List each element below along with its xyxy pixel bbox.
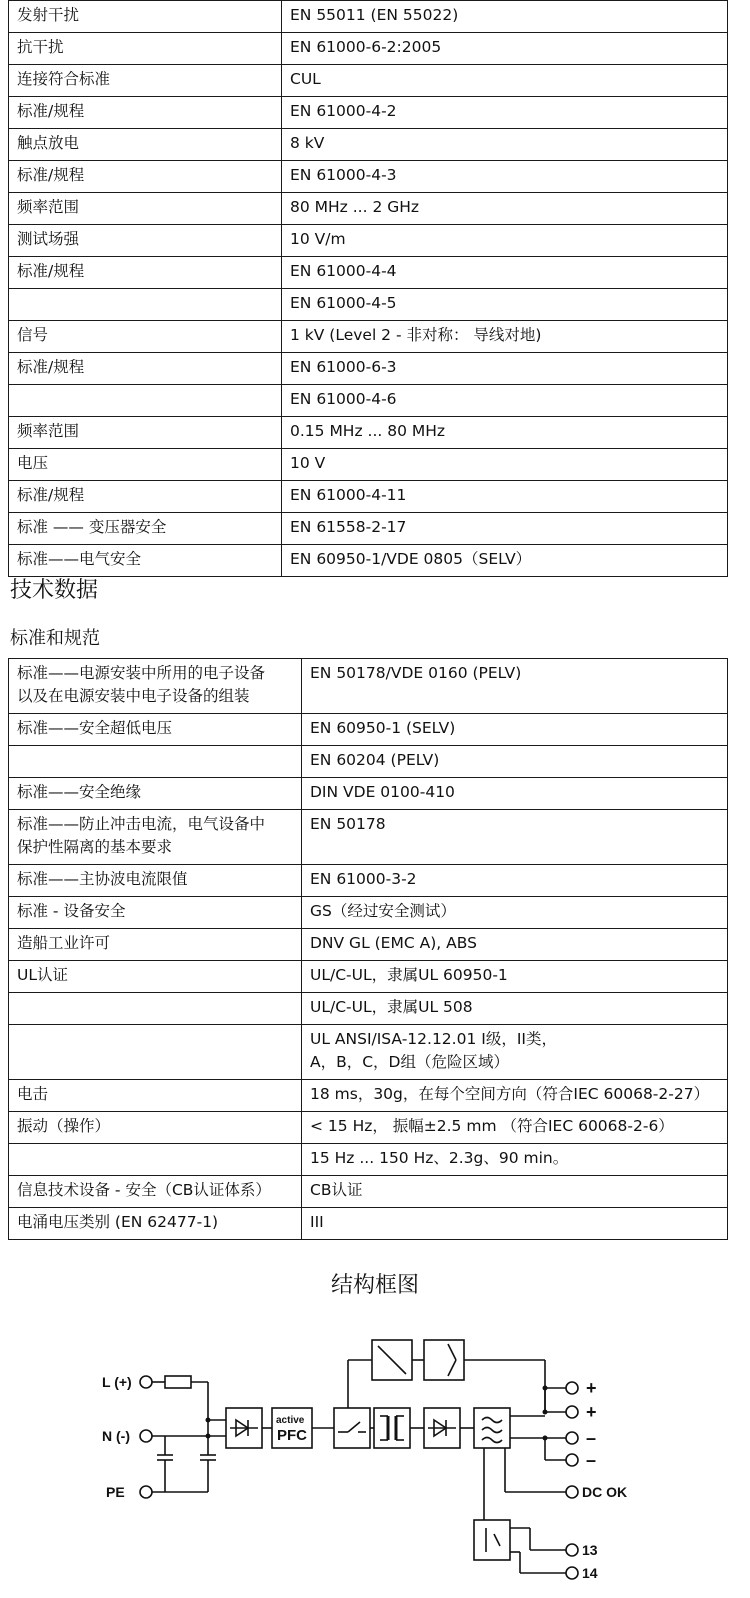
spec-label-cell: 标准/规程 — [9, 97, 282, 129]
spec-label-cell: 标准 —— 变压器安全 — [9, 513, 282, 545]
spec-label-cell: 电击 — [9, 1080, 302, 1112]
spec-label-cell: 标准——电源安装中所用的电子设备 以及在电源安装中电子设备的组装 — [9, 659, 302, 714]
spec-value-cell: 8 kV — [282, 129, 728, 161]
label-active: active — [276, 1415, 305, 1426]
table-row — [9, 193, 728, 225]
spec-label-cell: 振动（操作） — [9, 1112, 302, 1144]
table-row — [9, 225, 728, 257]
spec-value-cell: EN 61000-4-6 — [282, 385, 728, 417]
block-diagram — [0, 1320, 750, 1598]
label-n-minus: N (-) — [102, 1428, 130, 1444]
spec-value-cell: EN 50178 — [302, 810, 728, 865]
label-14: 14 — [582, 1565, 598, 1581]
spec-table-emc — [8, 0, 728, 577]
spec-label-cell: 标准/规程 — [9, 481, 282, 513]
spec-label-cell: 触点放电 — [9, 129, 282, 161]
spec-label-cell: 电压 — [9, 449, 282, 481]
spec-label-cell: 标准——主协波电流限值 — [9, 865, 302, 897]
table-row — [9, 865, 728, 897]
terminal-13 — [566, 1544, 578, 1556]
sub-title: 标准和规范 — [10, 628, 100, 649]
table-row — [9, 353, 728, 385]
table-row — [9, 961, 728, 993]
spec-value-cell: GS（经过安全测试） — [302, 897, 728, 929]
label-out-plus-2: + — [586, 1402, 597, 1422]
spec-value-cell: UL/C-UL，隶属UL 60950-1 — [302, 961, 728, 993]
control-block — [424, 1340, 464, 1380]
table-row — [9, 33, 728, 65]
table-row — [9, 929, 728, 961]
spec-value-cell: EN 60950-1/VDE 0805（SELV） — [282, 545, 728, 577]
label-out-minus-1: – — [586, 1428, 597, 1448]
spec-value-cell: EN 61000-4-11 — [282, 481, 728, 513]
spec-label-cell — [9, 746, 302, 778]
table-row — [9, 321, 728, 353]
spec-label-cell: 标准——防止冲击电流，电气设备中 保护性隔离的基本要求 — [9, 810, 302, 865]
spec-label-cell: 标准——安全超低电压 — [9, 714, 302, 746]
spec-value-cell: 18 ms，30g，在每个空间方向（符合IEC 60068-2-27） — [302, 1080, 728, 1112]
spec-label-cell: 电涌电压类别 (EN 62477-1) — [9, 1208, 302, 1240]
label-13: 13 — [582, 1542, 598, 1558]
spec-value-cell: < 15 Hz， 振幅±2.5 mm （符合IEC 60068-2-6） — [302, 1112, 728, 1144]
terminal-l — [140, 1376, 152, 1388]
spec-value-cell: 10 V — [282, 449, 728, 481]
spec-label-cell: UL认证 — [9, 961, 302, 993]
spec-label-cell — [9, 1144, 302, 1176]
spec-label-cell: 抗干扰 — [9, 33, 282, 65]
label-l-plus: L (+) — [102, 1374, 132, 1390]
table-row — [9, 1025, 728, 1080]
spec-value-cell: 15 Hz ... 150 Hz、2.3g、90 min。 — [302, 1144, 728, 1176]
spec-value-cell: EN 61000-4-4 — [282, 257, 728, 289]
spec-label-cell: 标准——安全绝缘 — [9, 778, 302, 810]
spec-label-cell — [9, 289, 282, 321]
spec-label-cell: 造船工业许可 — [9, 929, 302, 961]
spec-label-cell — [9, 993, 302, 1025]
table-row — [9, 1208, 728, 1240]
table-row — [9, 778, 728, 810]
spec-value-cell: 1 kV (Level 2 - 非对称： 导线对地) — [282, 321, 728, 353]
spec-label-cell — [9, 385, 282, 417]
label-pe: PE — [106, 1484, 125, 1500]
label-pfc: PFC — [277, 1427, 307, 1444]
terminal-out-plus-2 — [566, 1406, 578, 1418]
table-row — [9, 449, 728, 481]
table-row — [9, 1112, 728, 1144]
spec-value-cell: 0.15 MHz ... 80 MHz — [282, 417, 728, 449]
table-row — [9, 97, 728, 129]
spec-value-cell: DNV GL (EMC A), ABS — [302, 929, 728, 961]
label-out-minus-2: – — [586, 1450, 597, 1470]
table-row — [9, 545, 728, 577]
table-row — [9, 746, 728, 778]
spec-value-cell: EN 61000-4-2 — [282, 97, 728, 129]
terminal-14 — [566, 1567, 578, 1579]
spec-label-cell: 标准/规程 — [9, 257, 282, 289]
table-row — [9, 897, 728, 929]
spec-value-cell: EN 61000-4-3 — [282, 161, 728, 193]
filter-block — [474, 1408, 510, 1448]
transformer-block — [374, 1408, 410, 1448]
table-row — [9, 659, 728, 714]
terminal-out-minus-2 — [566, 1454, 578, 1466]
terminal-dc-ok — [566, 1486, 578, 1498]
spec-label-cell: 发射干扰 — [9, 1, 282, 33]
table-row — [9, 257, 728, 289]
spec-value-cell: EN 60204 (PELV) — [302, 746, 728, 778]
terminal-out-plus-1 — [566, 1382, 578, 1394]
table-row — [9, 513, 728, 545]
table-row — [9, 161, 728, 193]
table-row — [9, 1080, 728, 1112]
spec-value-cell: 10 V/m — [282, 225, 728, 257]
spec-value-cell: EN 61558-2-17 — [282, 513, 728, 545]
table-row — [9, 417, 728, 449]
spec-label-cell: 测试场强 — [9, 225, 282, 257]
table-row — [9, 129, 728, 161]
table-row — [9, 993, 728, 1025]
spec-value-cell: CUL — [282, 65, 728, 97]
label-dc-ok: DC OK — [582, 1484, 628, 1500]
table-row — [9, 289, 728, 321]
spec-label-cell: 标准——电气安全 — [9, 545, 282, 577]
spec-value-cell: CB认证 — [302, 1176, 728, 1208]
spec-label-cell: 信息技术设备 - 安全（CB认证体系） — [9, 1176, 302, 1208]
section-title: 技术数据 — [10, 578, 99, 603]
table-row — [9, 385, 728, 417]
table-row — [9, 1, 728, 33]
terminal-pe — [140, 1486, 152, 1498]
spec-label-cell: 频率范围 — [9, 193, 282, 225]
spec-value-cell: EN 61000-6-2:2005 — [282, 33, 728, 65]
spec-value-cell: EN 55011 (EN 55022) — [282, 1, 728, 33]
relay-block — [474, 1520, 510, 1560]
spec-value-cell: EN 50178/VDE 0160 (PELV) — [302, 659, 728, 714]
spec-table-standards — [8, 658, 728, 1240]
spec-value-cell: UL/C-UL，隶属UL 508 — [302, 993, 728, 1025]
table-row — [9, 65, 728, 97]
spec-value-cell: EN 61000-6-3 — [282, 353, 728, 385]
spec-label-cell: 连接符合标准 — [9, 65, 282, 97]
spec-value-cell: EN 61000-3-2 — [302, 865, 728, 897]
spec-label-cell: 标准/规程 — [9, 353, 282, 385]
table-row — [9, 1176, 728, 1208]
fuse-icon — [165, 1376, 191, 1388]
diagram-title: 结构框图 — [330, 1273, 419, 1298]
spec-label-cell: 标准 - 设备安全 — [9, 897, 302, 929]
table-row — [9, 1144, 728, 1176]
terminal-out-minus-1 — [566, 1432, 578, 1444]
spec-label-cell: 标准/规程 — [9, 161, 282, 193]
label-out-plus-1: + — [586, 1378, 597, 1398]
spec-label-cell — [9, 1025, 302, 1080]
spec-value-cell: III — [302, 1208, 728, 1240]
spec-label-cell: 信号 — [9, 321, 282, 353]
spec-value-cell: 80 MHz ... 2 GHz — [282, 193, 728, 225]
table-row — [9, 714, 728, 746]
spec-value-cell: DIN VDE 0100-410 — [302, 778, 728, 810]
spec-value-cell: EN 60950-1 (SELV) — [302, 714, 728, 746]
terminal-n — [140, 1430, 152, 1442]
table-row — [9, 810, 728, 865]
spec-value-cell: UL ANSI/ISA-12.12.01 I级，II类， A，B，C，D组（危险区域） — [302, 1025, 728, 1080]
spec-value-cell: EN 61000-4-5 — [282, 289, 728, 321]
spec-label-cell: 频率范围 — [9, 417, 282, 449]
table-row — [9, 481, 728, 513]
